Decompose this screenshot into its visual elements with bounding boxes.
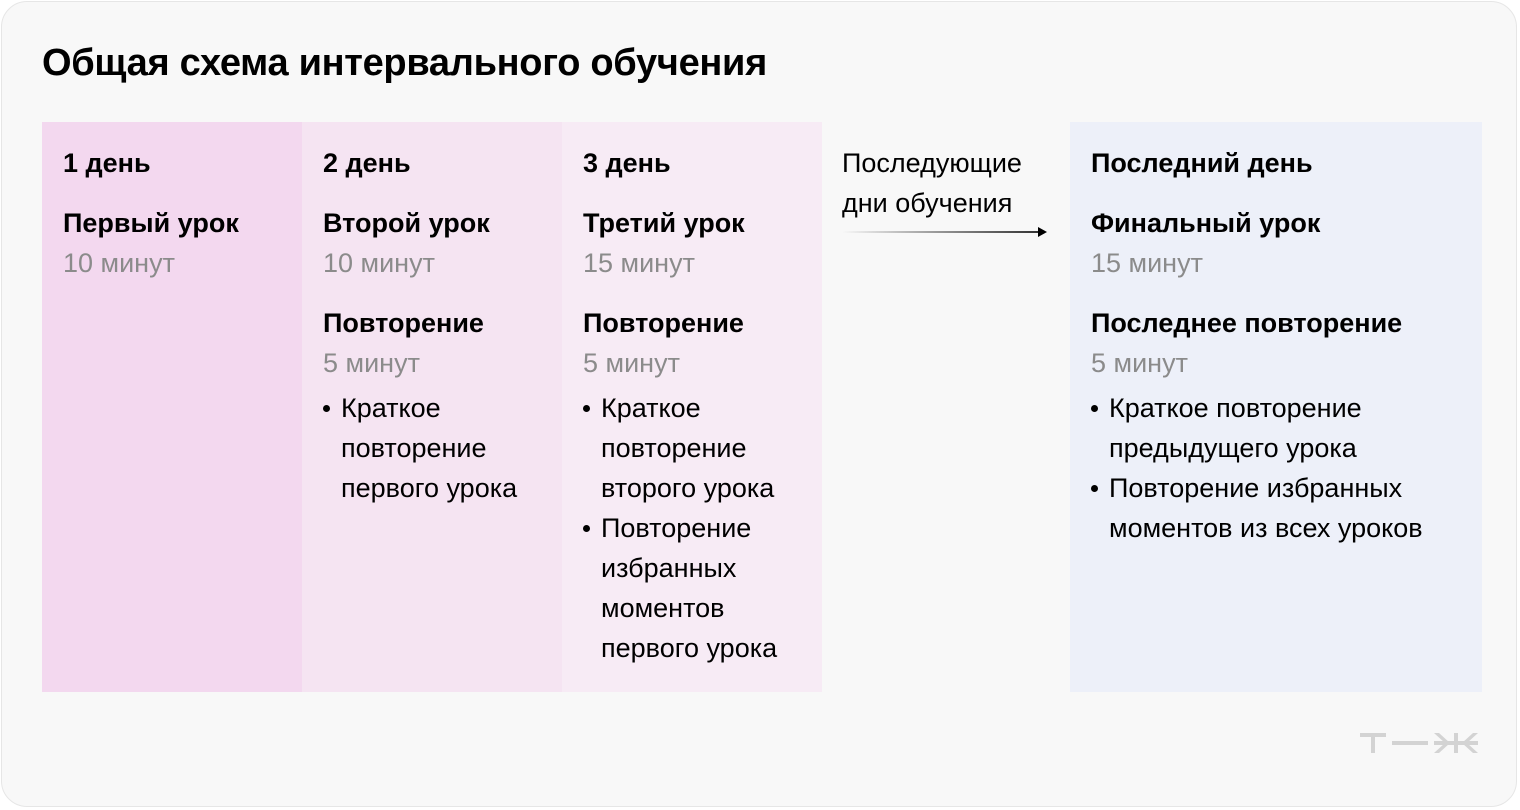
lesson-duration: 15 минут xyxy=(1091,248,1203,278)
lesson-title: Финальный урок xyxy=(1091,208,1321,238)
lesson-title: Второй урок xyxy=(323,208,490,238)
day-label: 2 день xyxy=(323,148,411,178)
review-duration: 5 минут xyxy=(583,348,680,378)
bullet-item: Повторение избранных моментов первого урока xyxy=(583,508,803,668)
day-label: 1 день xyxy=(63,148,151,178)
column-day-3 xyxy=(562,122,822,692)
lesson-title: Третий урок xyxy=(583,208,745,238)
following-days-label: Последующие дни обучения xyxy=(842,148,1022,218)
review-bullet-list xyxy=(583,388,803,668)
bullet-item: Краткое повторение второго урока xyxy=(583,388,803,508)
review-title: Повторение xyxy=(583,308,744,338)
review-title: Повторение xyxy=(323,308,484,338)
right-arrow-icon xyxy=(842,224,1048,240)
review-title: Последнее повторение xyxy=(1091,308,1403,338)
bullet-item: Повторение избранных моментов из всех уроков xyxy=(1091,468,1471,548)
lesson-duration: 10 минут xyxy=(63,248,175,278)
bullet-item: Краткое повторение первого урока xyxy=(323,388,543,508)
review-bullet-list xyxy=(323,388,543,508)
lesson-duration: 15 минут xyxy=(583,248,695,278)
diagram-title: Общая схема интервального обучения xyxy=(42,42,767,84)
review-duration: 5 минут xyxy=(323,348,420,378)
column-last-day xyxy=(1070,122,1482,692)
tzh-logo xyxy=(1360,730,1482,756)
diagram-card xyxy=(1,1,1517,807)
day-label: 3 день xyxy=(583,148,671,178)
lesson-title: Первый урок xyxy=(63,208,239,238)
column-day-1 xyxy=(42,122,302,692)
review-bullet-list xyxy=(1091,388,1471,548)
lesson-duration: 10 минут xyxy=(323,248,435,278)
bullet-item: Краткое повторение предыдущего урока xyxy=(1091,388,1471,468)
review-duration: 5 минут xyxy=(1091,348,1188,378)
day-label: Последний день xyxy=(1091,148,1313,178)
column-day-2 xyxy=(302,122,562,692)
